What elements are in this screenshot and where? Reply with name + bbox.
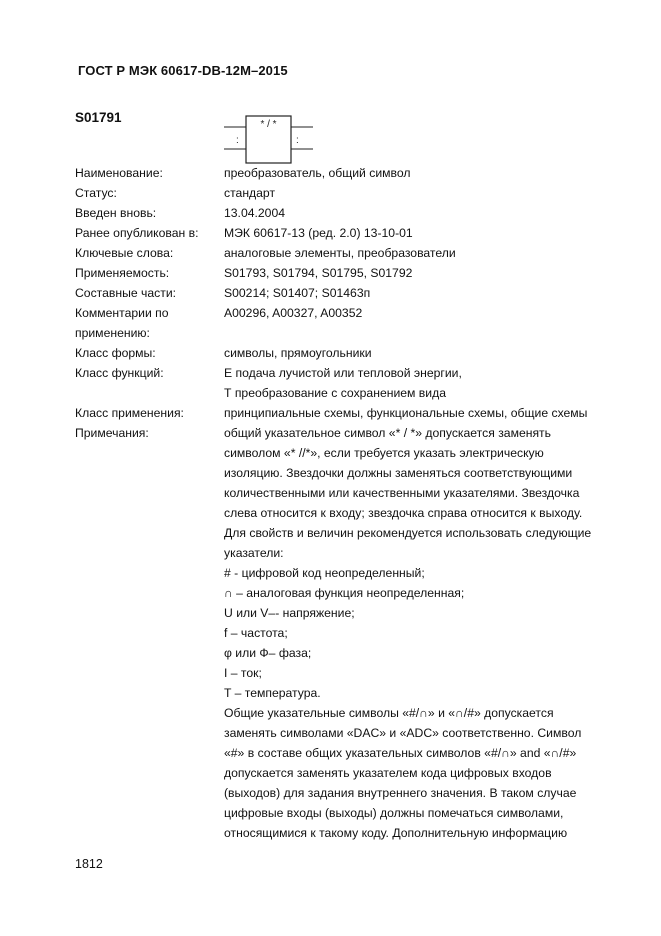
- value-line: # - цифровой код неопределенный;: [224, 566, 425, 580]
- value-line: 13.04.2004: [224, 206, 285, 220]
- symbol-code: S01791: [75, 110, 122, 125]
- value-line: Для свойств и величин рекомендуется использовать следующие: [224, 526, 592, 540]
- value-line: (выходов) для задания внутреннего значения. В таком случае: [224, 786, 577, 800]
- value-line: символом «* //*», если требуется указать электрическую: [224, 446, 544, 460]
- page-number: 1812: [75, 857, 103, 871]
- attribute-row: [75, 183, 635, 203]
- attribute-label: Класс формы:: [75, 346, 156, 360]
- value-line: S01793, S01794, S01795, S01792: [224, 266, 413, 280]
- value-line: указатели:: [224, 546, 284, 560]
- value-line: φ или Ф– фаза;: [224, 646, 312, 660]
- value-line: принципиальные схемы, функциональные схемы, общие схемы: [224, 406, 588, 420]
- attribute-label: Ранее опубликован в:: [75, 226, 199, 240]
- value-line: T – температура.: [224, 686, 321, 700]
- value-line: количественными или качественными указателями. Звездочка: [224, 486, 580, 500]
- attribute-label: Наименование:: [75, 166, 163, 180]
- attribute-row: [75, 263, 635, 283]
- value-line: I – ток;: [224, 666, 262, 680]
- attribute-value: [224, 403, 635, 423]
- output-dots: :: [296, 135, 299, 146]
- attribute-row: [75, 423, 635, 843]
- attribute-label: Применяемость:: [75, 266, 170, 280]
- converter-symbol-icon: [223, 114, 315, 166]
- value-line: преобразователь, общий символ: [224, 166, 411, 180]
- attribute-value: [224, 203, 635, 223]
- symbol-label: * / *: [260, 119, 277, 130]
- attribute-value: [224, 263, 635, 283]
- value-line: относящимися к такому коду. Дополнительную информацию: [224, 826, 568, 840]
- attribute-value: [224, 303, 635, 343]
- value-line: U или V–- напряжение;: [224, 606, 355, 620]
- attribute-value: [224, 283, 635, 303]
- attribute-row: [75, 223, 635, 243]
- attribute-row: [75, 403, 635, 423]
- attribute-table: [75, 163, 635, 843]
- attribute-value: [224, 163, 635, 183]
- attribute-label: Комментарии по применению:: [75, 306, 169, 340]
- attribute-value: [224, 363, 635, 403]
- attribute-row: [75, 303, 635, 343]
- value-line: символы, прямоугольники: [224, 346, 372, 360]
- value-line: заменять символами «DAC» и «ADC» соответственно. Символ: [224, 726, 582, 740]
- attribute-label: Введен вновь:: [75, 206, 157, 220]
- value-line: общий указательное символ «* / *» допускается заменять: [224, 426, 551, 440]
- value-line: ∩ – аналоговая функция неопределенная;: [224, 586, 465, 600]
- value-line: «#» в составе общих указательных символов «#/∩» and «∩/#»: [224, 746, 577, 760]
- value-line: аналоговые элементы, преобразователи: [224, 246, 456, 260]
- attribute-row: [75, 203, 635, 223]
- value-line: S00214; S01407; S01463п: [224, 286, 371, 300]
- value-line: A00296, A00327, A00352: [224, 306, 363, 320]
- attribute-value: [224, 343, 635, 363]
- value-line: стандарт: [224, 186, 276, 200]
- attribute-row: [75, 243, 635, 263]
- attribute-label: Статус:: [75, 186, 117, 200]
- attribute-label: Ключевые слова:: [75, 246, 174, 260]
- attribute-label: Класс применения:: [75, 406, 184, 420]
- value-line: Общие указательные символы «#/∩» и «∩/#» допускается: [224, 706, 554, 720]
- input-dots: :: [236, 135, 239, 146]
- value-line: Т преобразование с сохранением вида: [224, 386, 446, 400]
- value-line: E подача лучистой или тепловой энергии,: [224, 366, 462, 380]
- value-line: f – частота;: [224, 626, 288, 640]
- attribute-value: [224, 243, 635, 263]
- attribute-label: Класс функций:: [75, 366, 164, 380]
- attribute-value: [224, 223, 635, 243]
- attribute-label: Примечания:: [75, 426, 149, 440]
- value-line: допускается заменять указателем кода цифровых входов: [224, 766, 552, 780]
- attribute-row: [75, 283, 635, 303]
- attribute-value: [224, 423, 635, 843]
- value-line: слева относится к входу; звездочка справа относится к выходу.: [224, 506, 583, 520]
- value-line: изоляцию. Звездочки должны заменяться соответствующими: [224, 466, 573, 480]
- value-line: цифровые входы (выходы) должны помечаться символами,: [224, 806, 564, 820]
- attribute-label: Составные части:: [75, 286, 177, 300]
- attribute-row: [75, 343, 635, 363]
- document-header: ГОСТ Р МЭК 60617-DB-12M–2015: [78, 63, 288, 78]
- attribute-row: [75, 363, 635, 403]
- attribute-row: [75, 163, 635, 183]
- attribute-value: [224, 183, 635, 203]
- value-line: МЭК 60617-13 (ред. 2.0) 13-10-01: [224, 226, 413, 240]
